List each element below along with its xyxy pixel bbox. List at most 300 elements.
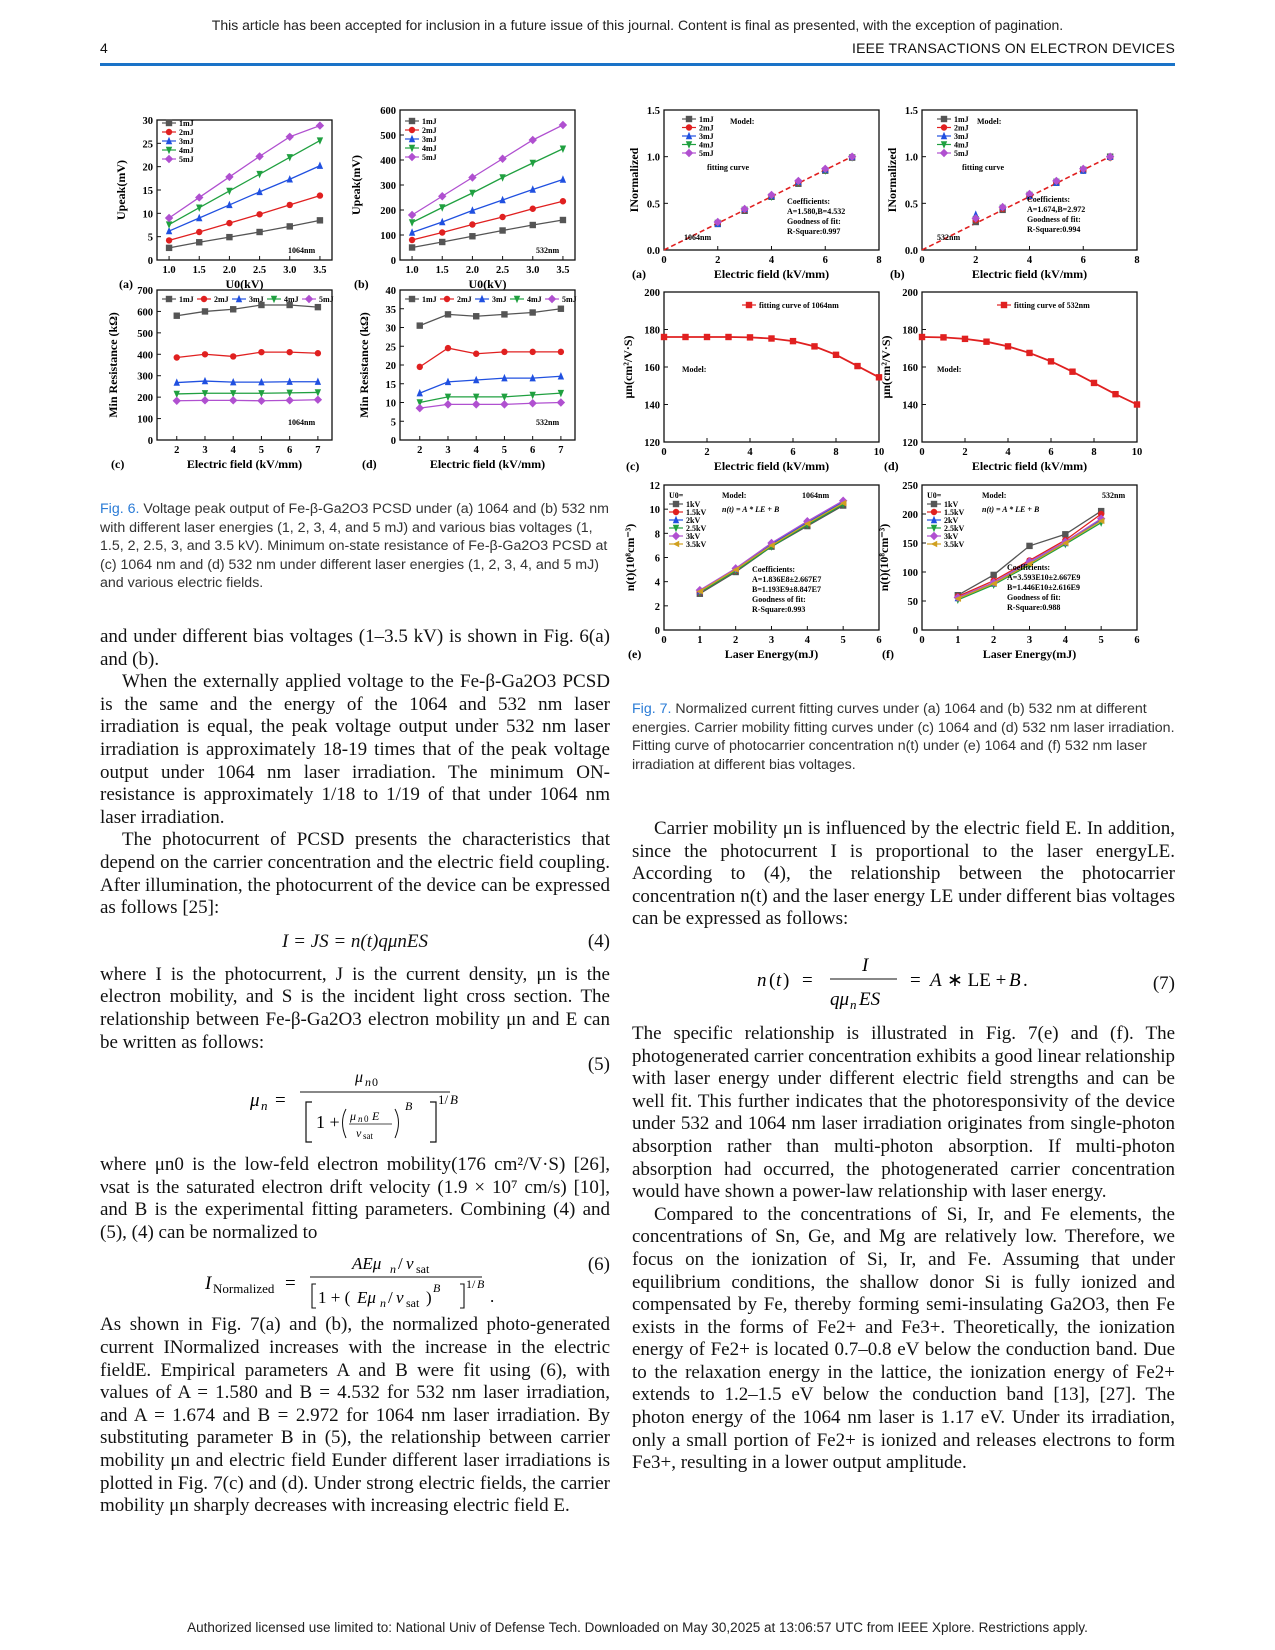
data-point xyxy=(173,397,181,405)
x-tick-label: 0 xyxy=(919,447,925,458)
y-tick-label: 25 xyxy=(385,342,396,354)
x-tick-label: 5 xyxy=(501,445,508,456)
legend-marker xyxy=(672,532,680,540)
legend-label: 2mJ xyxy=(699,123,714,133)
data-point xyxy=(256,211,262,217)
legend-label: 4mJ xyxy=(284,295,299,304)
x-axis-label: Electric field (kV/mm) xyxy=(971,459,1088,473)
svg-text:μ: μ xyxy=(350,1109,357,1124)
y-tick-label: 400 xyxy=(380,156,396,167)
legend-marker xyxy=(685,149,693,157)
eq7-number: (7) xyxy=(1152,972,1175,994)
data-point xyxy=(560,217,566,223)
legend-label: fitting curve of 532nm xyxy=(1014,301,1090,310)
y-tick-label: 10 xyxy=(142,209,153,221)
x-tick-label: 4 xyxy=(230,445,236,456)
x-axis-label: Electric field (kV/mm) xyxy=(713,459,830,473)
data-point xyxy=(258,349,264,355)
legend-label: 1.5kV xyxy=(686,508,707,517)
x-tick-label: 4 xyxy=(473,445,479,456)
data-point xyxy=(417,364,423,370)
data-point xyxy=(560,198,566,204)
eq6-number: (6) xyxy=(587,1254,610,1276)
legend-marker xyxy=(409,296,415,302)
y-axis-label: μn(cm²/V·S) xyxy=(879,335,893,399)
svg-text:B: B xyxy=(1009,969,1021,991)
legend-label: 3kV xyxy=(944,532,959,541)
data-point xyxy=(165,214,173,222)
data-point xyxy=(473,313,479,319)
legend-label: 2mJ xyxy=(179,128,194,137)
y-axis-label: INormalized xyxy=(627,147,641,213)
svg-text:0: 0 xyxy=(372,1075,378,1090)
y-tick-label: 200 xyxy=(380,206,396,217)
data-point xyxy=(196,205,202,212)
x-tick-label: 3.0 xyxy=(283,265,297,276)
x-tick-label: 3 xyxy=(1026,635,1033,646)
svg-text:/: / xyxy=(388,1288,393,1308)
coefficient-text: A=3.593E10±2.667E9 xyxy=(1007,573,1081,582)
x-tick-label: 8 xyxy=(1091,447,1097,458)
data-point xyxy=(226,220,232,226)
data-point xyxy=(444,400,452,408)
legend-label: 5mJ xyxy=(422,153,437,162)
svg-text:1/: 1/ xyxy=(466,1277,476,1292)
legend-label: 5mJ xyxy=(319,295,334,304)
svg-text:B: B xyxy=(433,1281,441,1296)
y-tick-label: 150 xyxy=(902,539,918,550)
data-point xyxy=(983,338,989,344)
legend-label: 3kV xyxy=(686,532,701,541)
svg-text:(: ( xyxy=(769,969,776,991)
legend-marker xyxy=(409,118,415,124)
panel-label: (c) xyxy=(626,459,640,473)
svg-text:=: = xyxy=(802,969,813,991)
y-tick-label: 140 xyxy=(644,400,660,412)
wavelength-label: 1064nm xyxy=(802,491,830,500)
data-point xyxy=(314,396,322,404)
x-tick-label: 4 xyxy=(1062,635,1068,646)
data-point xyxy=(287,202,293,208)
legend-label: 4mJ xyxy=(527,295,542,304)
fig7-caption-label: Fig. 7. xyxy=(632,701,672,717)
data-point xyxy=(439,239,445,245)
license-footer: Authorized licensed use limited to: National Univ of Defense Tech. Downloaded on May 30,2025 at 13:06:57 UTC from IEEE Xplore. Restrictions apply. xyxy=(187,1620,1088,1635)
data-point xyxy=(196,229,202,235)
svg-text:): ) xyxy=(426,1288,432,1308)
data-point xyxy=(286,133,294,141)
data-point xyxy=(409,237,415,243)
y-tick-label: 0 xyxy=(147,256,153,267)
data-point xyxy=(468,173,476,181)
y-tick-label: 1.0 xyxy=(904,152,918,164)
data-point xyxy=(409,219,415,226)
model-label: Model: xyxy=(682,365,707,374)
data-point xyxy=(438,192,446,200)
x-tick-label: 6 xyxy=(876,635,882,646)
page-number: 4 xyxy=(100,40,108,56)
y-tick-label: 15 xyxy=(385,379,396,391)
x-tick-label: 3 xyxy=(202,445,208,456)
y-tick-label: 160 xyxy=(644,363,660,374)
svg-text:n: n xyxy=(390,1262,396,1277)
panel-label: (c) xyxy=(111,457,125,471)
legend-marker xyxy=(305,295,313,303)
model-label: Model: xyxy=(722,491,747,500)
data-point xyxy=(257,397,265,405)
data-point xyxy=(317,192,323,198)
chart-panel xyxy=(879,288,1142,473)
y-tick-label: 600 xyxy=(137,307,153,319)
legend-label: 2.5kV xyxy=(686,524,707,533)
y-tick-label: 0 xyxy=(390,256,396,267)
wavelength-label: 532nm xyxy=(1102,491,1126,500)
x-tick-label: 0 xyxy=(661,255,667,266)
svg-text:): ) xyxy=(783,969,790,991)
svg-text:=: = xyxy=(910,969,921,991)
para-where-i: where I is the photocurrent, J is the current density, μn is the electron mobility, and S is the incident light cross section. The relationship between Fe-β-Ga2O3 electron mobility μn and E can be written as follows: xyxy=(100,963,610,1053)
y-tick-label: 10 xyxy=(649,505,660,517)
data-point xyxy=(768,335,774,341)
y-tick-label: 500 xyxy=(380,131,396,142)
legend-marker xyxy=(673,509,679,515)
legend-marker xyxy=(940,149,948,157)
coefficient-text: R-Square:0.994 xyxy=(1027,225,1081,234)
series-line xyxy=(412,201,563,240)
y-tick-label: 600 xyxy=(380,106,396,117)
data-point xyxy=(201,396,209,404)
x-tick-label: 8 xyxy=(876,255,882,266)
y-tick-label: 0 xyxy=(912,626,918,637)
legend-title: U0= xyxy=(669,491,684,500)
legend-marker xyxy=(201,296,207,302)
series-line xyxy=(177,381,318,383)
coefficient-text: Coefficients: xyxy=(1027,195,1071,204)
data-point xyxy=(285,396,293,404)
x-axis-label: U0(kV) xyxy=(225,277,264,291)
y-axis-label: Upeak(mV) xyxy=(349,155,363,215)
legend-label: 1.5kV xyxy=(944,508,965,517)
data-point xyxy=(417,322,423,328)
legend-label: 1mJ xyxy=(422,295,437,304)
coefficient-text: Goodness of fit: xyxy=(787,217,841,226)
x-tick-label: 7 xyxy=(315,445,321,456)
svg-text:B: B xyxy=(405,1099,413,1114)
data-point xyxy=(557,398,565,406)
x-axis-label: Laser Energy(mJ) xyxy=(982,647,1077,661)
legend-marker xyxy=(444,296,450,302)
x-tick-label: 5 xyxy=(258,445,265,456)
x-tick-label: 2.5 xyxy=(496,265,510,276)
data-point xyxy=(528,399,536,407)
panel-label: (e) xyxy=(628,647,642,661)
svg-text:ν: ν xyxy=(396,1288,404,1308)
data-point xyxy=(439,229,445,235)
y-tick-label: 180 xyxy=(902,325,918,337)
data-point xyxy=(661,334,667,340)
y-tick-label: 0.0 xyxy=(904,246,918,257)
y-axis-label: Min Resistance (kΩ) xyxy=(106,312,120,418)
x-tick-label: 5 xyxy=(840,635,846,646)
data-point xyxy=(317,137,323,144)
legend-title: U0= xyxy=(927,491,942,500)
data-point xyxy=(529,349,535,355)
legend-marker xyxy=(673,541,679,547)
legend-marker xyxy=(166,120,172,126)
x-tick-label: 2.0 xyxy=(222,265,236,276)
legend-label: 2mJ xyxy=(422,126,437,135)
data-point xyxy=(316,121,324,129)
chart-panel xyxy=(106,286,334,471)
svg-text:I: I xyxy=(862,954,869,976)
legend-label: 2mJ xyxy=(214,295,229,304)
header-rule xyxy=(100,63,1175,66)
legend-label: 4mJ xyxy=(179,146,194,155)
x-tick-label: 8 xyxy=(833,447,839,458)
wavelength-label: 532nm xyxy=(536,246,560,255)
y-tick-label: 2 xyxy=(654,601,660,613)
data-point xyxy=(317,162,323,169)
svg-text:1 + (: 1 + ( xyxy=(318,1288,351,1308)
eq5-number: (5) xyxy=(587,1054,610,1076)
y-tick-label: 5 xyxy=(390,417,396,429)
data-point xyxy=(473,351,479,357)
legend-marker xyxy=(548,295,556,303)
x-tick-label: 0 xyxy=(919,635,925,646)
legend-marker xyxy=(408,153,416,161)
x-tick-label: 2 xyxy=(704,447,710,458)
legend-label: 2mJ xyxy=(954,123,969,133)
data-point xyxy=(1091,380,1097,386)
legend-label: 1kV xyxy=(944,500,959,509)
x-axis-label: Laser Energy(mJ) xyxy=(724,647,819,661)
equation-5 xyxy=(100,1054,610,1146)
data-point xyxy=(498,155,506,163)
svg-text:A: A xyxy=(930,969,942,991)
svg-text:.: . xyxy=(1023,969,1028,991)
para-ionization: Compared to the concentrations of Si, Ir, and Fe elements, the concentrations of Sn, Ge, and Mg are relatively low. Therefore, we focus on the ionization of Si, Ir, and Fe. Assuming that under equilibrium conditions, the shallow donor Si is fully ionized and compensated by Fe, thereby forming semi-insulating Ga2O3, then Fe exists in the forms of Fe2+ and Fe3+. Theoretically, the ionization energy of Fe2+ is located 0.7–0.8 eV below the conduction band. Due to the relaxation energy in the lattice, the ionization energy of Fe2+ extends to 1.2–1.5 eV below the conduction band [13], [27]. The photon energy of the 1064 nm laser is 1.17 eV. Under its irradiation, only a small portion of Fe2+ is ionized and releases electrons to form Fe3+, resulting in a lower output amplitude. xyxy=(632,1203,1175,1474)
y-tick-label: 180 xyxy=(644,325,660,337)
legend-label: 4mJ xyxy=(954,140,969,150)
x-tick-label: 2.0 xyxy=(465,265,479,276)
legend-marker xyxy=(686,116,692,122)
x-axis-label: Electric field (kV/mm) xyxy=(186,457,303,471)
legend-label: 1kV xyxy=(686,500,701,509)
x-tick-label: 2 xyxy=(962,447,968,458)
chart-panel xyxy=(621,288,884,473)
svg-text:μ: μ xyxy=(355,1069,364,1087)
svg-text:Eμ: Eμ xyxy=(357,1288,376,1308)
data-point xyxy=(166,237,172,243)
fig6-caption-text: Voltage peak output of Fe-β-Ga2O3 PCSD under (a) 1064 and (b) 532 nm with different laser energies (1, 2, 3, 4, and 5 mJ) and various bias voltages (1, 1.5, 2, 2.5, 3, and 3.5 kV). Minimum on-state resistance of Fe-β-Ga2O3 PCSD at (c) 1064 nm and (d) 532 nm under different laser energies (1, 2, 3, 4, and 5 mJ) and various electric fields. xyxy=(100,501,609,591)
data-point xyxy=(940,334,946,340)
legend-label: 3mJ xyxy=(699,132,714,141)
data-point xyxy=(560,175,566,182)
fit-legend: fitting curve xyxy=(962,163,1004,172)
y-tick-label: 20 xyxy=(385,361,396,372)
x-tick-label: 2 xyxy=(733,635,739,646)
legend-label: 3mJ xyxy=(179,137,194,146)
coefficient-text: Goodness of fit: xyxy=(1007,593,1061,602)
legend-label: 3.5kV xyxy=(686,540,707,549)
x-tick-label: 10 xyxy=(1131,447,1143,458)
data-point xyxy=(559,121,567,129)
svg-text:n: n xyxy=(365,1075,371,1090)
y-tick-label: 0 xyxy=(147,436,153,447)
x-tick-label: 3 xyxy=(445,445,451,456)
svg-text:qμ: qμ xyxy=(830,988,850,1010)
data-point xyxy=(230,353,236,359)
legend-label: 2kV xyxy=(944,516,959,525)
x-tick-label: 0 xyxy=(661,447,667,458)
fit-legend: fitting curve xyxy=(707,163,749,172)
svg-text:B: B xyxy=(450,1092,458,1108)
svg-text:n: n xyxy=(261,1098,268,1114)
data-point xyxy=(445,311,451,317)
y-tick-label: 100 xyxy=(137,414,153,426)
series-line xyxy=(420,309,561,326)
x-tick-label: 2.5 xyxy=(253,265,267,276)
data-point xyxy=(469,221,475,227)
y-tick-label: 0.5 xyxy=(646,199,660,211)
data-point xyxy=(501,349,507,355)
legend-label: 1mJ xyxy=(699,115,714,124)
acceptance-notice: This article has been accepted for inclusion in a future issue of this journal. Content is final as presented, with the exception of pagination. xyxy=(211,17,1064,33)
y-tick-label: 1.5 xyxy=(646,106,660,117)
svg-text:.: . xyxy=(490,1287,495,1307)
legend-marker xyxy=(931,541,937,547)
svg-text:n: n xyxy=(380,1296,386,1311)
coefficient-text: Coefficients: xyxy=(787,197,831,206)
para-fig7-results: As shown in Fig. 7(a) and (b), the normalized photo-generated current INormalized increases with the increase in the electric fieldE. Empirical parameters A and B were fit using (6), with values of A = 1.580 and B = 4.532 for 532 nm laser irradiation, and A = 1.674 and B = 2.972 for 1064 nm laser irradiation. By substituting parameter B in (5), the relationship between carrier mobility μn and electric field Eunder different laser irradiations is plotted in Fig. 7(c) and (d). Under strong electric fields, the carrier mobility μn sharply decreases with increasing electric field E. xyxy=(100,1314,610,1517)
coefficient-text: A=1.836E8±2.667E7 xyxy=(752,575,822,584)
fig6-caption xyxy=(100,500,610,593)
legend-label: 3mJ xyxy=(249,295,264,304)
x-tick-label: 6 xyxy=(1134,635,1140,646)
series-line xyxy=(412,180,563,233)
y-tick-label: 4 xyxy=(654,577,660,589)
y-tick-label: 0 xyxy=(654,626,660,637)
coefficient-text: Coefficients: xyxy=(1007,563,1051,572)
x-tick-label: 7 xyxy=(558,445,564,456)
para-where-mu0: where μn0 is the low-feld electron mobility(176 cm²/V·S) [26], νsat is the saturated electron drift velocity (1.9 × 10⁷ cm/s) [10], and B is the experimental fitting parameters. Combining (4) and (5), (4) can be normalized to xyxy=(100,1154,610,1243)
para-comparison: When the externally applied voltage to the Fe-β-Ga2O3 PCSD is the same and the energy of the 1064 and 532 nm laser irradiation is equal, the peak voltage output under 532 nm laser irradiation is approximately 18-19 times that of the peak voltage output under 1064 nm laser irradiation. The minimum ON-resistance is approximately 1/18 to 1/19 of that under 1064 nm laser irradiation. xyxy=(100,671,610,828)
svg-text:Normalized: Normalized xyxy=(213,1281,275,1297)
legend-label: fitting curve of 1064nm xyxy=(759,301,839,310)
data-point xyxy=(408,211,416,219)
x-tick-label: 4 xyxy=(1005,447,1011,458)
x-tick-label: 6 xyxy=(822,255,828,266)
series-line xyxy=(169,166,320,231)
equation-7 xyxy=(632,931,1175,1023)
series-line xyxy=(177,352,318,357)
svg-text:=: = xyxy=(275,1090,286,1112)
coefficient-text: B=1.193E9±8.847E7 xyxy=(752,585,821,594)
data-point xyxy=(226,188,232,195)
y-tick-label: 35 xyxy=(385,304,396,316)
chart-panel xyxy=(627,106,882,281)
model-label: Model: xyxy=(937,365,962,374)
model-label: Model: xyxy=(982,491,1007,500)
coefficient-text: B=1.446E10±2.616E9 xyxy=(1007,583,1080,592)
coefficient-text: Goodness of fit: xyxy=(1027,215,1081,224)
y-tick-label: 0.0 xyxy=(646,246,660,257)
svg-text:ν: ν xyxy=(356,1126,362,1141)
svg-text:μ: μ xyxy=(250,1090,260,1112)
y-tick-label: 6 xyxy=(654,553,660,565)
y-tick-label: 120 xyxy=(902,438,918,449)
y-tick-label: 10 xyxy=(385,398,396,410)
data-point xyxy=(704,334,710,340)
legend-label: 4mJ xyxy=(422,144,437,153)
data-point xyxy=(833,352,839,358)
chart-panel xyxy=(357,286,577,471)
data-point xyxy=(166,221,172,228)
legend-label: 1mJ xyxy=(954,115,969,124)
panel-label: (d) xyxy=(362,457,377,471)
y-tick-label: 30 xyxy=(385,323,396,335)
legend-label: 3mJ xyxy=(954,132,969,141)
wavelength-label: 532nm xyxy=(937,233,961,242)
svg-text:AEμ: AEμ xyxy=(352,1254,382,1274)
coefficient-text: Goodness of fit: xyxy=(752,595,806,604)
fig7-caption xyxy=(632,700,1175,774)
chart-panel xyxy=(877,481,1140,661)
y-tick-label: 300 xyxy=(137,371,153,383)
data-point xyxy=(196,239,202,245)
x-tick-label: 4 xyxy=(768,255,775,266)
data-point xyxy=(317,217,323,223)
data-point xyxy=(315,304,321,310)
data-point xyxy=(990,572,996,578)
equation-6 xyxy=(100,1244,610,1314)
legend-label: 2kV xyxy=(686,516,701,525)
series-line xyxy=(177,400,318,401)
figure-7 xyxy=(621,100,1177,685)
data-point xyxy=(469,233,475,239)
wavelength-label: 532nm xyxy=(536,418,560,427)
y-tick-label: 500 xyxy=(137,328,153,340)
x-tick-label: 1 xyxy=(697,635,703,646)
panel-label: (b) xyxy=(890,267,905,281)
data-point xyxy=(1062,531,1068,537)
equation-4 xyxy=(100,920,610,964)
y-tick-label: 100 xyxy=(380,231,396,242)
legend-label: 2mJ xyxy=(457,295,472,304)
svg-text:sat: sat xyxy=(406,1296,420,1311)
y-tick-label: 160 xyxy=(902,363,918,374)
journal-title: IEEE TRANSACTIONS ON ELECTRON DEVICES xyxy=(852,40,1175,56)
legend-marker xyxy=(166,296,172,302)
data-point xyxy=(287,154,293,161)
legend-label: 5mJ xyxy=(954,149,969,158)
x-tick-label: 6 xyxy=(287,445,293,456)
y-tick-label: 0 xyxy=(390,436,396,447)
svg-text:E: E xyxy=(372,1109,380,1124)
x-tick-label: 4 xyxy=(804,635,810,646)
y-tick-label: 200 xyxy=(644,288,660,299)
x-tick-label: 1 xyxy=(955,635,961,646)
y-tick-label: 1.0 xyxy=(646,152,660,164)
data-point xyxy=(725,334,731,340)
y-axis-label: Min Resistance (kΩ) xyxy=(357,312,371,418)
data-point xyxy=(1069,368,1075,374)
y-tick-label: 20 xyxy=(142,162,153,174)
data-point xyxy=(166,245,172,251)
legend-marker xyxy=(1001,302,1007,308)
legend-marker xyxy=(931,509,937,515)
x-tick-label: 1.5 xyxy=(192,265,206,276)
